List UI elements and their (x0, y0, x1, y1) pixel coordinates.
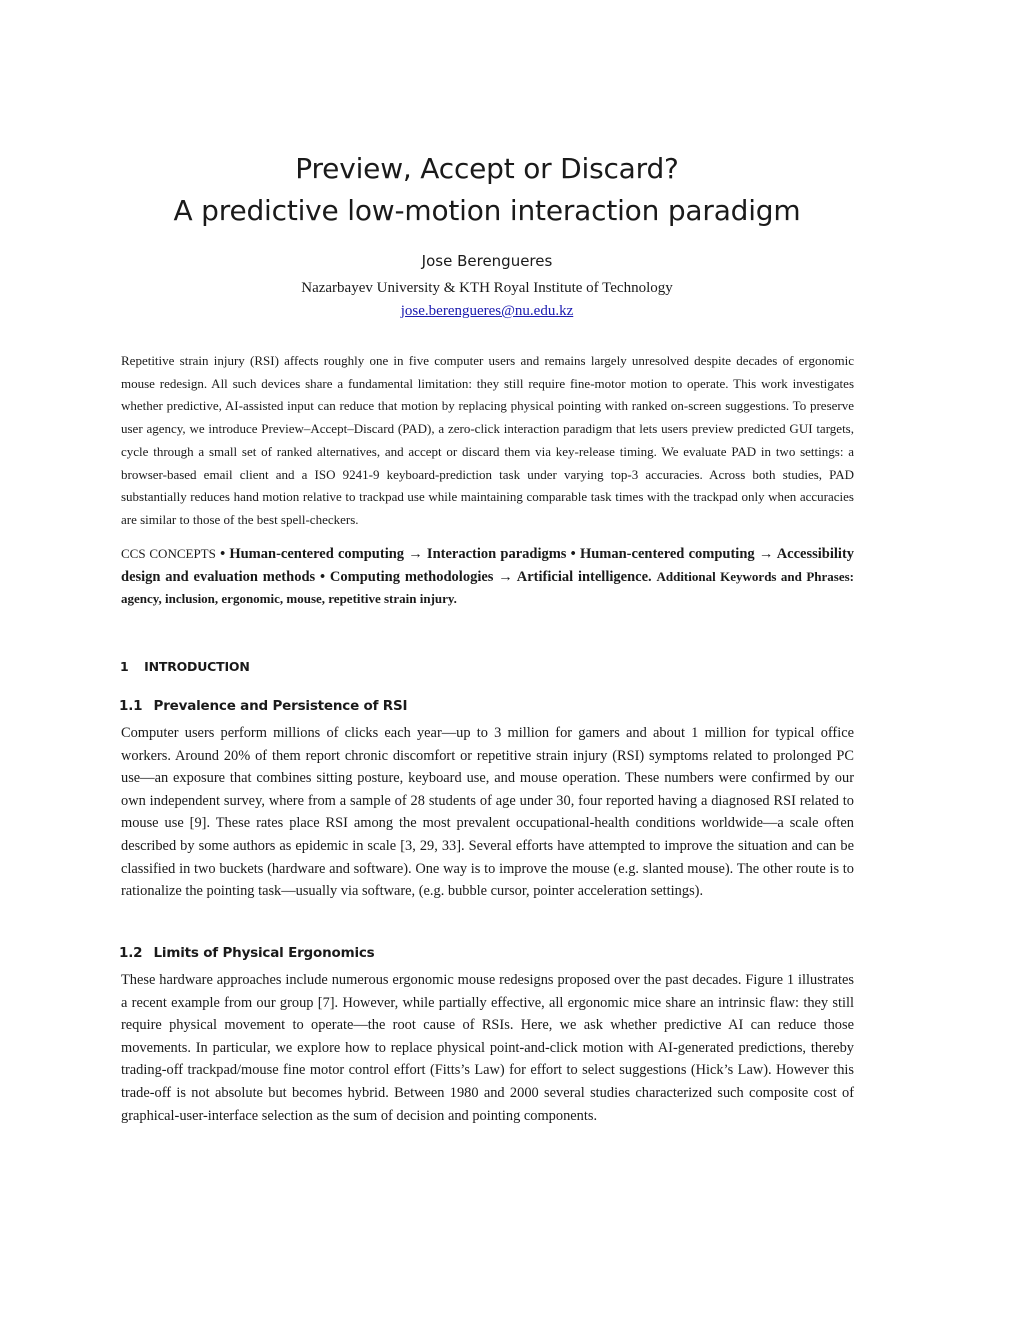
subsection-number: 1.2 (119, 945, 143, 961)
ccs-item-1: Human-centered computing → Interaction paradigms (229, 546, 567, 562)
ccs-bullet: • (570, 546, 576, 562)
ccs-concepts (121, 543, 854, 611)
ccs-bullet: • (319, 568, 326, 585)
subsection-heading-prevalence (119, 698, 407, 714)
author-affiliation: Nazarbayev University & KTH Royal Institute of Technology (301, 280, 673, 296)
paper-title-line-2: A predictive low-motion interaction paradigm (173, 194, 801, 227)
paper-title-line-1: Preview, Accept or Discard? (295, 152, 679, 185)
abstract: Repetitive strain injury (RSI) affects roughly one in five computer users and remains largely unresolved despite decades of ergonomic mouse redesign. All such devices share a fundamental limitation: they still require fine-motor motion to operate. This work investigates whether predictive, AI-assisted input can reduce that motion by replacing physical pointing with ranked on-screen suggestions. To preserve user agency, we introduce Preview–Accept–Discard (PAD), a zero-click interaction paradigm that lets users preview predicted GUI targets, cycle through a small set of ranked alternatives, and accept or discard them via key-release timing. We evaluate PAD in two settings: a browser-based email client and a ISO 9241-9 keyboard-prediction task under varying top-3 accuracies. Across both studies, PAD substantially reduces hand motion relative to trackpad use while maintaining comparable task times with the trackpad only when accuracies are similar to those of the best spell-checkers. (121, 353, 854, 527)
ccs-item-2: Human-centered computing → Accessibility design and evaluation methods (121, 546, 855, 585)
keywords: agency, inclusion, ergonomic, mouse, repetitive strain injury. (121, 591, 457, 606)
section-number: 1 (120, 659, 129, 674)
section-title: INTRODUCTION (144, 659, 250, 674)
subsection-heading-limits (119, 945, 375, 961)
section-heading-introduction (120, 659, 250, 674)
author-email-link[interactable]: jose.berengueres@nu.edu.kz (400, 303, 574, 319)
ccs-item-3: Computing methodologies → Artificial intelligence. (329, 568, 652, 585)
author-name: Jose Berengueres (421, 252, 553, 270)
ccs-bullet: • (220, 546, 226, 562)
keywords-label: Additional Keywords and Phrases: (656, 568, 855, 584)
subsection-title: Limits of Physical Ergonomics (153, 945, 375, 961)
ccs-lead: CCS CONCEPTS (121, 546, 216, 561)
title-block (0, 148, 974, 322)
subsection-number: 1.1 (119, 698, 143, 714)
paragraph-limits: These hardware approaches include numerous ergonomic mouse redesigns proposed over the past decades. Figure 1 illustrates a recent example from our group [7]. However, while partially effective, all ergonomic mice share an intrinsic flaw: they still require physical movement to operate—the root cause of RSIs. Here, we ask whether predictive AI can reduce those movements. In particular, we explore how to replace physical point-and-click motion with AI-generated predictions, thereby trading-off trackpad/mouse fine motor control effort (Fitts’s Law) for effort to select suggestions (Hick’s Law). However this trade-off is not absolute but becomes hybrid. Between 1980 and 2000 several studies characterized such composite cost of graphical-user-interface selection as the sum of decision and pointing components. (121, 972, 854, 1124)
paragraph-prevalence: Computer users perform millions of clicks each year—up to 3 million for gamers and about 1 million for typical office workers. Around 20% of them report chronic discomfort or repetitive strain injury (RSI) symptoms related to prolonged PC use—an exposure that combines sitting posture, keyboard use, and mouse operation. These numbers were confirmed by our own independent survey, where from a sample of 28 students of age under 30, four reported having a diagnosed RSI related to mouse use [9]. These rates place RSI among the most prevalent occupational-health conditions worldwide—a scale often described by some authors as epidemic in scale [3, 29, 33]. Several efforts have attempted to improve the situation and can be classified in two buckets (hardware and software). One way is to improve the mouse (e.g. slanted mouse). The other route is to rationalize the pointing task—usually via software, (e.g. bubble cursor, pointer acceleration settings). (121, 725, 854, 900)
subsection-title: Prevalence and Persistence of RSI (153, 698, 408, 714)
